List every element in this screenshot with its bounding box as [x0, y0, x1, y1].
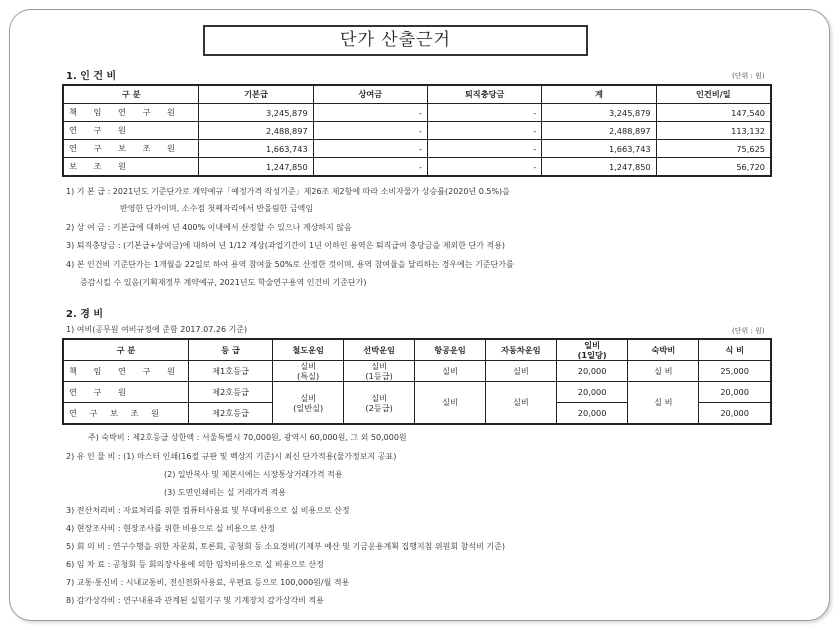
header-total: 계 [542, 85, 656, 104]
header-daily: 인건비/일 [656, 85, 771, 104]
cell-rail: 실비 (일반실) [273, 382, 344, 425]
cell-daily: 20,000 [556, 382, 628, 403]
cell-daily: 20,000 [556, 403, 628, 425]
row-label: 연 구 보 조 원 [63, 140, 199, 158]
cell-grade: 제2호등급 [188, 382, 272, 403]
header-grade: 등 급 [188, 339, 272, 361]
table-row [63, 122, 771, 140]
labor-cost-table [62, 84, 772, 177]
table-row [63, 382, 771, 403]
cell-air: 실비 [415, 361, 486, 382]
cell-bonus: - [313, 122, 427, 140]
cell-total: 1,247,850 [542, 158, 656, 177]
labor-note-1: 1) 기 본 급 : 2021년도 기준단가로 계약예규「예정가격 작성기준」제26조 제2항에 따라 소비자물가 상승률(2020년 0.5%)을 [66, 187, 510, 196]
row-label: 책 임 연 구 원 [63, 104, 199, 122]
cell-retire: - [427, 140, 541, 158]
table-row [63, 158, 771, 177]
row-label: 책 임 연 구 원 [63, 361, 188, 382]
cell-daily: 56,720 [656, 158, 771, 177]
cell-retire: - [427, 104, 541, 122]
header-car: 자동차운임 [485, 339, 556, 361]
table-header-row [63, 339, 771, 361]
lodging-footnote: 주) 숙박비 : 제2호등급 상한액 : 서울특별시 70,000원, 광역시 60,000원, 그 외 50,000원 [88, 433, 407, 442]
cell-bonus: - [313, 140, 427, 158]
cell-retire: - [427, 158, 541, 177]
cell-ship: 실비 (1등급) [344, 361, 415, 382]
section1-unit: (단위 : 원) [732, 72, 765, 80]
header-retire: 퇴직충당금 [427, 85, 541, 104]
travel-cost-table [62, 338, 772, 425]
expense-note-6: 6) 임 차 료 : 공청회 등 회의장사용에 의한 임차비용으로 실 비용으로 산정 [66, 560, 324, 569]
table-row [63, 361, 771, 382]
expense-note-2: 2) 유 인 물 비 : (1) 마스터 인쇄(16절 규판 및 백상지 기준)시 최신 단가적용(물가정보지 공표) [66, 452, 397, 461]
row-label: 보 조 원 [63, 158, 199, 177]
page-title: 단가 산출근거 [203, 25, 588, 56]
labor-note-1-cont: 반영한 단가이며, 소수점 첫째자리에서 반올림한 금액임 [120, 204, 313, 213]
cell-meal: 20,000 [699, 403, 771, 425]
table-row [63, 140, 771, 158]
section1-heading: 1. 인 건 비 [66, 71, 117, 82]
expense-note-8: 8) 감가상각비 : 연구내용과 관계된 실험기구 및 기계장치 감가상각비 적용 [66, 596, 324, 605]
section2-unit: (단위 : 원) [732, 327, 765, 335]
cell-daily: 113,132 [656, 122, 771, 140]
cell-total: 3,245,879 [542, 104, 656, 122]
header-lodging: 숙박비 [628, 339, 699, 361]
cell-lodging: 실 비 [628, 382, 699, 425]
labor-note-2: 2) 상 여 금 : 기본급에 대하여 년 400% 이내에서 산정할 수 있으나 계상하지 않음 [66, 223, 352, 232]
cell-total: 2,488,897 [542, 122, 656, 140]
header-rail: 철도운임 [273, 339, 344, 361]
cell-bonus: - [313, 158, 427, 177]
header-daily-allowance: 일비 (1일당) [556, 339, 628, 361]
cell-car: 실비 [485, 382, 556, 425]
cell-retire: - [427, 122, 541, 140]
cell-meal: 20,000 [699, 382, 771, 403]
expense-note-7: 7) 교통·통신비 : 시내교통비, 전신전화사용료, 우편료 등으로 100,000원/월 적용 [66, 578, 350, 587]
row-label: 연 구 보 조 원 [63, 403, 188, 425]
cell-lodging: 실 비 [628, 361, 699, 382]
row-label: 연 구 원 [63, 382, 188, 403]
expense-note-5: 5) 회 의 비 : 연구수행을 위한 자문회, 토론회, 공청회 등 소요경비(기재부 예산 및 기금운용계획 집행지침 위원회 참석비 기준) [66, 542, 505, 551]
cell-car: 실비 [485, 361, 556, 382]
table-row [63, 104, 771, 122]
cell-rail: 실비 (특실) [273, 361, 344, 382]
section2-heading: 2. 경 비 [66, 309, 104, 320]
labor-note-4: 4) 본 인건비 기준단가는 1개월을 22일로 하여 용역 참여율 50%로 산정한 것이며, 용역 참여율을 달리하는 경우에는 기준단가를 [66, 260, 514, 269]
header-bonus: 상여금 [313, 85, 427, 104]
labor-note-4-cont: 증감시킬 수 있음(기획재정부 계약예규, 2021년도 학술연구용역 인건비 기준단가) [80, 278, 367, 287]
header-air: 항공운임 [415, 339, 486, 361]
cell-base: 2,488,897 [199, 122, 313, 140]
cell-daily: 20,000 [556, 361, 628, 382]
cell-base: 1,663,743 [199, 140, 313, 158]
cell-daily: 147,540 [656, 104, 771, 122]
labor-note-3: 3) 퇴직충당금 : (기본급+상여금)에 대하여 년 1/12 계상(과업기간이 1년 이하인 용역은 퇴직급여 충당금을 제외한 단가 적용) [66, 241, 506, 250]
header-ship: 선박운임 [344, 339, 415, 361]
header-meal: 식 비 [699, 339, 771, 361]
cell-grade: 제2호등급 [188, 403, 272, 425]
cell-air: 실비 [415, 382, 486, 425]
expense-note-4: 4) 현장조사비 : 현장조사를 위한 비용으로 실 비용으로 산정 [66, 524, 275, 533]
row-label: 연 구 원 [63, 122, 199, 140]
cell-ship: 실비 (2등급) [344, 382, 415, 425]
header-category: 구 분 [63, 339, 188, 361]
expense-note-2b: (2) 일반복사 및 제본시에는 시장통상거래가격 적용 [164, 470, 343, 479]
cell-daily: 75,625 [656, 140, 771, 158]
expense-note-3: 3) 전산처리비 : 자료처리를 위한 컴퓨터사용료 및 부대비용으로 실 비용으로 산정 [66, 506, 350, 515]
cell-base: 3,245,879 [199, 104, 313, 122]
table-header-row [63, 85, 771, 104]
cell-grade: 제1호등급 [188, 361, 272, 382]
section2-subheading: 1) 여비(공무원 여비규정에 준함 2017.07.26 기준) [66, 325, 248, 334]
cell-bonus: - [313, 104, 427, 122]
cell-meal: 25,000 [699, 361, 771, 382]
cell-base: 1,247,850 [199, 158, 313, 177]
header-category: 구 분 [63, 85, 199, 104]
expense-note-2c: (3) 도면인쇄비는 실 거래가격 적용 [164, 488, 286, 497]
header-base: 기본급 [199, 85, 313, 104]
cell-total: 1,663,743 [542, 140, 656, 158]
